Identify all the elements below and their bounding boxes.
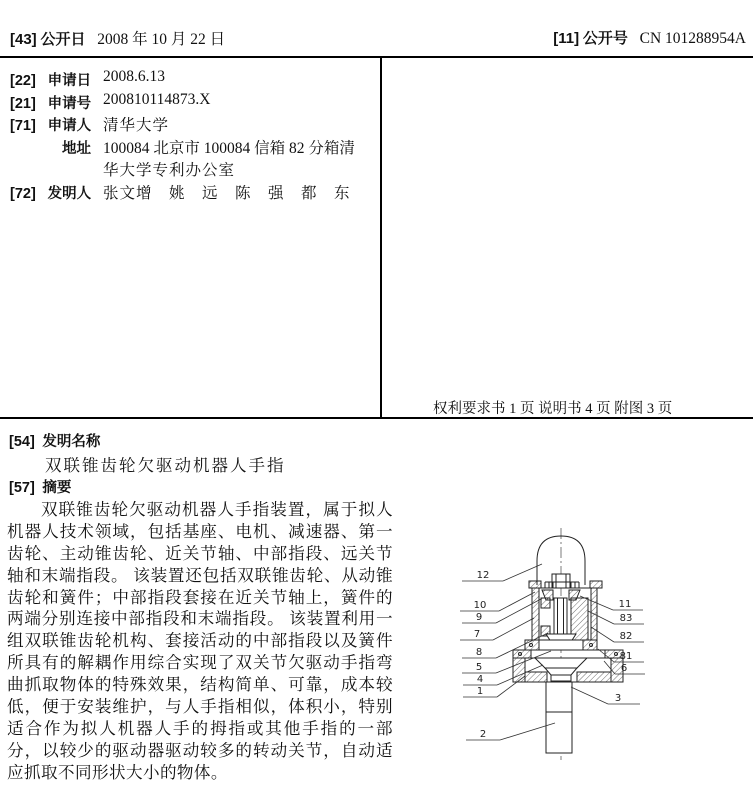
pub-number-value: CN 101288954A [639, 30, 746, 47]
pub-number-label: 公开号 [582, 30, 628, 47]
applicant-label: 申请人 [47, 118, 92, 134]
pub-date-code: [43] [10, 31, 37, 48]
figure-label-8: 8 [475, 647, 483, 658]
abstract-line: 曲抓取物体的特殊效果，结构简单、可靠，成本较 [7, 675, 393, 695]
address-value-line1: 100084 北京市 100084 信箱 82 分箱清 [103, 140, 355, 157]
figure-label-82: 82 [619, 631, 633, 642]
abstract-line: 所具有的解耦作用综合实现了双关节欠驱动手指弯 [7, 653, 393, 673]
publication-date-header [10, 27, 225, 49]
figure-label-10: 10 [473, 600, 487, 611]
pages-note: 权利要求书 1 页 说明书 4 页 附图 3 页 [433, 401, 673, 417]
publication-number-header [553, 27, 746, 48]
application-number-value: 200810114873.X [103, 91, 211, 108]
abstract-text [7, 499, 393, 784]
abstract-line: 轴和末端指段。 该装置还包括双联锥齿轮、从动锥 [7, 565, 393, 585]
filing-date-row [10, 69, 91, 90]
abstract-line: 应抓取不同形状大小的物体。 [7, 762, 228, 782]
figure-label-81: 81 [619, 651, 633, 662]
applicant-row [10, 114, 91, 135]
abstract-line: 两端分别连接中部指段和末端指段。 该装置利用一 [7, 609, 393, 629]
finger-mechanism [513, 536, 623, 753]
filing-date-value: 2008.6.13 [103, 68, 165, 85]
address-row [58, 137, 91, 158]
pub-date-value: 2008 年 10 月 22 日 [97, 31, 226, 48]
address-label: 地址 [62, 141, 91, 157]
distal-shaft [552, 574, 570, 588]
figure-label-9: 9 [475, 612, 483, 623]
applicant-value: 清华大学 [103, 117, 170, 134]
top-rule [0, 56, 753, 58]
column-divider [380, 58, 382, 418]
joint-shaft [554, 598, 567, 636]
base-column [546, 682, 572, 753]
figure-label-12: 12 [476, 570, 490, 581]
figure-label-5: 5 [475, 662, 483, 673]
bearing-cap-left [529, 581, 541, 588]
abstract-section-head [9, 476, 71, 497]
figure-label-6: 6 [620, 663, 628, 674]
first-gear [535, 658, 587, 668]
figure-label-83: 83 [619, 613, 633, 624]
figure-label-7: 7 [473, 629, 481, 640]
patent-drawing [445, 520, 675, 782]
abstract-line: 双联锥齿轮欠驱动机器人手指装置，属于拟人 [41, 500, 393, 519]
invention-title-label: 发明名称 [42, 434, 101, 450]
abstract-label: 摘要 [42, 480, 72, 496]
filing-date-label: 申请日 [47, 73, 92, 89]
pub-number-code: [11] [553, 30, 580, 47]
application-number-row [10, 92, 91, 113]
applicant-code: [71] [10, 118, 36, 134]
abstract-line: 齿轮和簧件；中部指段套接在近关节轴上，簧件的 [7, 587, 393, 607]
inventors-code: [72] [10, 186, 36, 202]
figure-label-3: 3 [614, 693, 622, 704]
abstract-line: 适合作为拟人机器人手的拇指或其他手指的一部 [7, 718, 393, 738]
application-number-label: 申请号 [47, 96, 92, 112]
abstract-line: 低，便于安装维护，与人手指相似，体积小，特别 [7, 697, 393, 717]
figure-label-1: 1 [476, 686, 484, 697]
invention-title-code: [54] [9, 434, 35, 450]
inventors-value: 张文增 姚 远 陈 强 都 东 [103, 185, 351, 202]
application-number-code: [21] [10, 96, 36, 112]
middle-rule [0, 417, 753, 419]
abstract-line: 齿轮、主动锥齿轮、近关节轴、中部指段、远关节 [7, 543, 393, 563]
filing-date-code: [22] [10, 73, 36, 89]
invention-title-section-head [9, 430, 100, 451]
bearing-cap-right [590, 581, 602, 588]
abstract-line: 分，以较少的驱动器驱动较多的转动关节，自动适 [7, 740, 393, 760]
pub-date-label: 公开日 [40, 31, 86, 48]
figure-label-2: 2 [479, 729, 487, 740]
figure-label-11: 11 [618, 599, 632, 610]
inventors-label: 发明人 [47, 186, 92, 202]
abstract-line: 组双联锥齿轮机构、套接活动的中部指段以及簧件 [7, 631, 393, 651]
address-value-line2: 华大学专利办公室 [103, 162, 236, 179]
inventors-row [10, 182, 91, 203]
abstract-code: [57] [9, 480, 35, 496]
figure-label-4: 4 [476, 674, 484, 685]
invention-title: 双联锥齿轮欠驱动机器人手指 [45, 456, 286, 475]
abstract-line: 机器人技术领域，包括基座、电机、减速器、第一 [7, 521, 393, 541]
